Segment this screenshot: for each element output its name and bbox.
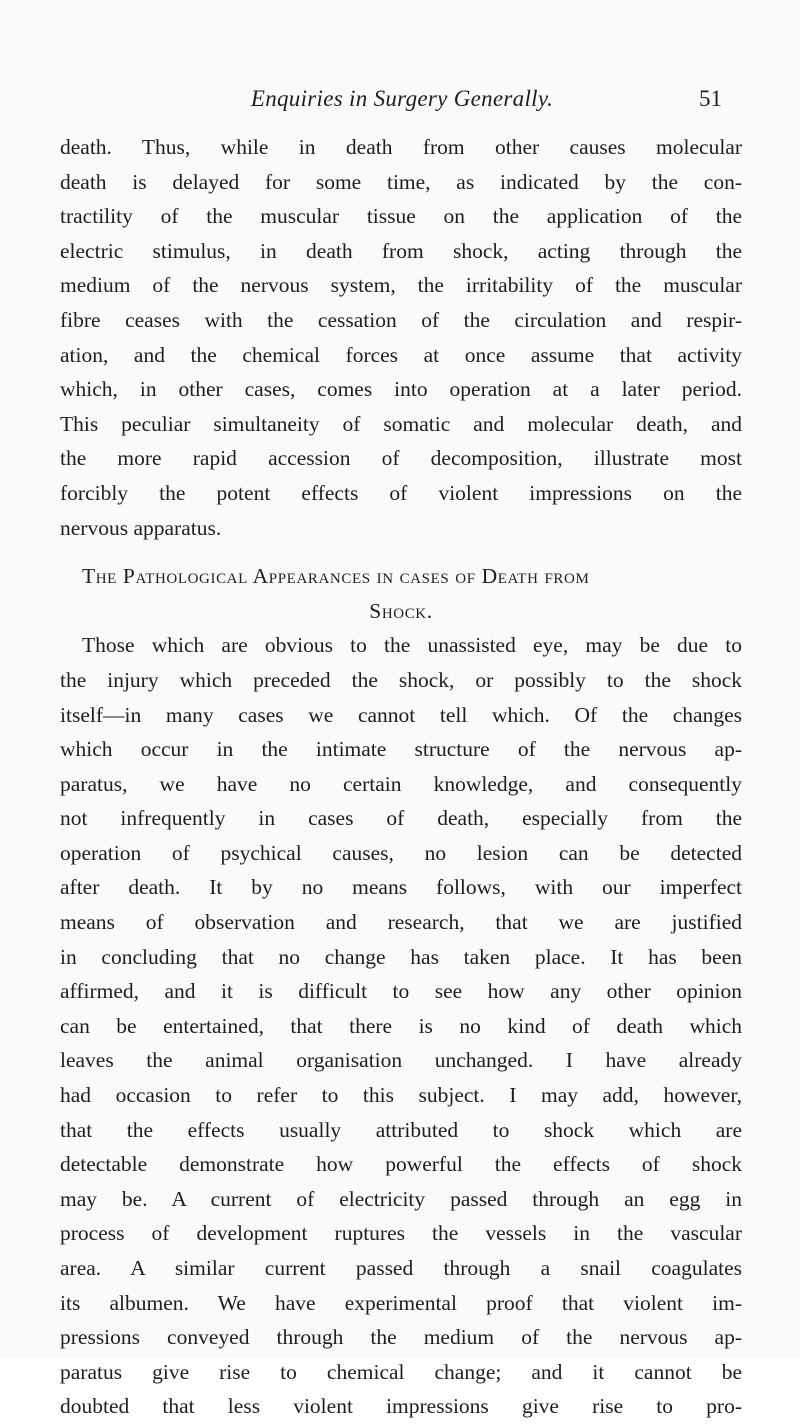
text-line: fibre ceases with the cessation of the circulation and respir-: [60, 307, 742, 332]
text-line: itself—in many cases we cannot tell which. Of the changes: [60, 702, 742, 727]
text-line: nervous apparatus.: [60, 515, 222, 540]
text-line: medium of the nervous system, the irritability of the muscular: [60, 273, 742, 298]
section-heading-line-2: Shock.: [369, 598, 433, 623]
text-line: forcibly the potent effects of violent impressions on the: [60, 480, 742, 505]
text-line: Those which are obvious to the unassisted eye, may be due to: [82, 633, 742, 658]
text-line: its albumen. We have experimental proof that violent im-: [60, 1290, 742, 1315]
text-line: the injury which preceded the shock, or possibly to the shock: [60, 667, 742, 692]
text-line: in concluding that no change has taken place. It has been: [60, 944, 742, 969]
text-line: which, in other cases, comes into operation at a later period.: [60, 377, 742, 402]
text-line: This peculiar simultaneity of somatic and molecular death, and: [60, 411, 742, 436]
text-line: tractility of the muscular tissue on the application of the: [60, 204, 742, 229]
text-line: means of observation and research, that we are justified: [60, 910, 742, 935]
text-line: leaves the animal organisation unchanged. I have already: [60, 1048, 742, 1073]
text-line: the more rapid accession of decomposition, illustrate most: [60, 446, 742, 471]
text-line: after death. It by no means follows, with our imperfect: [60, 875, 742, 900]
paragraph-2: [60, 628, 742, 1424]
page-number: 51: [699, 86, 722, 111]
paragraph-1: [60, 130, 742, 545]
text-line: not infrequently in cases of death, especially from the: [60, 806, 742, 831]
text-line: paratus, we have no certain knowledge, and consequently: [60, 771, 742, 796]
text-line: paratus give rise to chemical change; and it cannot be: [60, 1359, 742, 1384]
text-line: detectable demonstrate how powerful the effects of shock: [60, 1152, 742, 1177]
text-line: that the effects usually attributed to shock which are: [60, 1117, 742, 1142]
text-line: can be entertained, that there is no kind of death which: [60, 1013, 742, 1038]
text-line: process of development ruptures the vessels in the vascular: [60, 1221, 742, 1246]
text-line: affirmed, and it is difficult to see how any other opinion: [60, 979, 742, 1004]
text-line: electric stimulus, in death from shock, acting through the: [60, 238, 742, 263]
text-line: death is delayed for some time, as indicated by the con-: [60, 169, 742, 194]
text-line: operation of psychical causes, no lesion can be detected: [60, 840, 742, 865]
section-heading-line-1: The Pathological Appearances in cases of Death from: [82, 564, 590, 589]
text-line: pressions conveyed through the medium of the nervous ap-: [60, 1325, 742, 1350]
body-text: [60, 130, 742, 1424]
text-line: area. A similar current passed through a snail coagulates: [60, 1256, 742, 1280]
text-line: which occur in the intimate structure of the nervous ap-: [60, 737, 742, 762]
text-line: may be. A current of electricity passed through an egg in: [60, 1186, 742, 1211]
text-line: death. Thus, while in death from other causes molecular: [60, 135, 742, 159]
text-line: doubted that less violent impressions give rise to pro-: [60, 1394, 742, 1419]
section-heading: [60, 559, 742, 628]
running-title: Enquiries in Surgery Generally.: [250, 86, 554, 111]
page-header: [82, 86, 722, 120]
text-line: had occasion to refer to this subject. I may add, however,: [60, 1083, 742, 1108]
text-line: ation, and the chemical forces at once assume that activity: [60, 342, 742, 367]
